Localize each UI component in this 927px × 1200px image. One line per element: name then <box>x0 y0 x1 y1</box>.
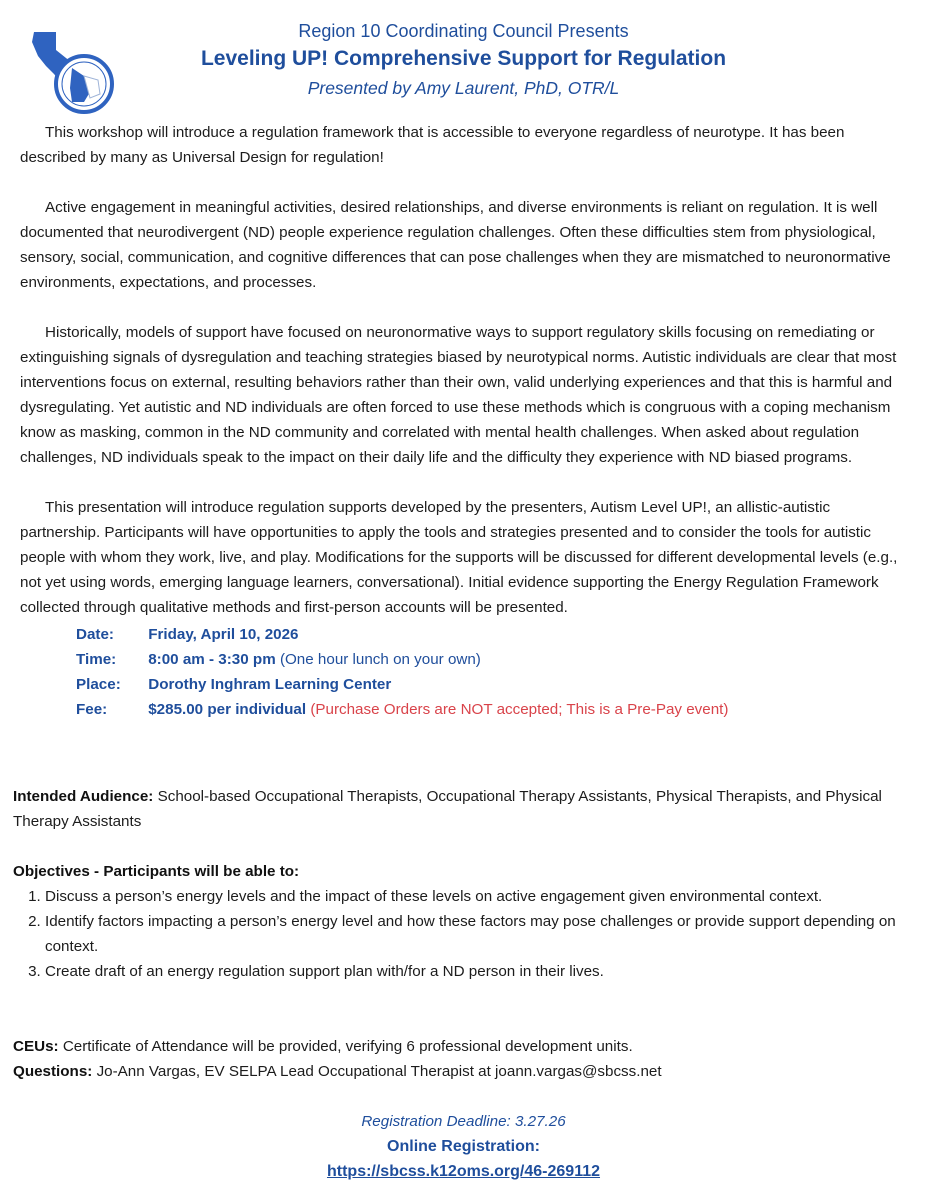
paragraph-presentation: This presentation will introduce regulation supports developed by the presenters, Autism Level UP!, an allistic-autistic partnership. Participants will have opportunities to apply the tools and strategies presented and to consider the tools for autistic people with whom they work, live, and play. Modifications for the supports will be discussed for different developmental levels (e.g., not yet using words, emerging language learners, conversational). Initial evidence supporting the Energy Regulation Framework collected through qualitative methods and first-person accounts will be presented. <box>20 499 898 616</box>
fee-label: Fee: <box>76 701 108 718</box>
objectives-list <box>13 884 913 984</box>
questions-row <box>13 1059 913 1084</box>
description <box>20 120 910 722</box>
objective-item: 3. Create draft of an energy regulation support plan with/for a ND person in their lives. <box>45 959 913 984</box>
place-label: Place: <box>76 676 121 693</box>
questions-text: Jo-Ann Vargas, EV SELPA Lead Occupational Therapist at joann.vargas@sbcss.net <box>96 1063 662 1080</box>
paragraph-intro: This workshop will introduce a regulation framework that is accessible to everyone regardless of neurotype. It has been described by many as Universal Design for regulation! <box>20 124 845 166</box>
fee-note: (Purchase Orders are NOT accepted; This is a Pre-Pay event) <box>310 701 729 718</box>
ceus-row <box>13 1034 913 1059</box>
presents-line: Region 10 Coordinating Council Presents <box>298 21 629 41</box>
time-note: (One hour lunch on your own) <box>279 651 481 668</box>
online-registration-label: Online Registration: <box>387 1138 540 1155</box>
event-title: Leveling UP! Comprehensive Support for Regulation <box>200 47 727 70</box>
audience-label: Intended Audience: <box>13 788 154 805</box>
objective-item: 2. Identify factors impacting a person’s energy level and how these factors may pose challenges or provide support depending on context. <box>45 909 913 959</box>
time-row <box>76 647 910 672</box>
questions-label: Questions: <box>13 1063 93 1080</box>
presenter-line: Presented by Amy Laurent, PhD, OTR/L <box>307 78 620 98</box>
registration-footer <box>0 1109 927 1184</box>
audience-section <box>13 784 913 834</box>
time-value: 8:00 am - 3:30 pm <box>148 651 276 668</box>
objective-item: 1. Discuss a person’s energy levels and the impact of these levels on active engagement given environmental context. <box>45 884 913 909</box>
audience-text: School-based Occupational Therapists, Occupational Therapy Assistants, Physical Therapists, and Physical Therapy Assistants <box>13 788 882 830</box>
ceus-section <box>13 1034 913 1084</box>
place-value: Dorothy Inghram Learning Center <box>148 676 392 693</box>
registration-link[interactable]: https://sbcss.k12oms.org/46-269112 <box>326 1163 601 1180</box>
time-label: Time: <box>76 651 117 668</box>
place-row <box>76 672 910 697</box>
ceus-label: CEUs: <box>13 1038 59 1055</box>
date-label: Date: <box>76 626 114 643</box>
paragraph-engagement: Active engagement in meaningful activities, desired relationships, and diverse environments is reliant on regulation. It is well documented that neurodivergent (ND) people experience regulation challenges. Often these difficulties stem from physiological, sensory, social, communication, and cognitive differences that can pose challenges when they are mismatched to neuronormative environments, expectations, and processes. <box>20 199 891 291</box>
objectives-section <box>13 859 913 984</box>
event-details <box>76 622 910 722</box>
date-value: Friday, April 10, 2026 <box>148 626 299 643</box>
paragraph-history: Historically, models of support have focused on neuronormative ways to support regulatory skills focusing on remediating or extinguishing signals of dysregulation and teaching strategies biased by neurotypical norms. Autistic individuals are clear that most interventions focus on external, resulting behaviors rather than their own, valid underlying experiences and that this is harmful and dysregulating. Yet autistic and ND individuals are often forced to use these methods which is congruous with a coping mechanism know as masking, common in the ND community and correlated with mental health challenges. When asked about regulation challenges, ND individuals speak to the impact on their daily life and the difficulty they experience with ND biased programs. <box>20 324 897 466</box>
fee-row <box>76 697 910 722</box>
header <box>0 18 927 102</box>
registration-deadline: Registration Deadline: 3.27.26 <box>361 1113 566 1130</box>
date-row <box>76 622 910 647</box>
objectives-heading: Objectives - Participants will be able to: <box>13 863 300 880</box>
ceus-text: Certificate of Attendance will be provided, verifying 6 professional development units. <box>62 1038 633 1055</box>
fee-value: $285.00 per individual <box>148 701 307 718</box>
